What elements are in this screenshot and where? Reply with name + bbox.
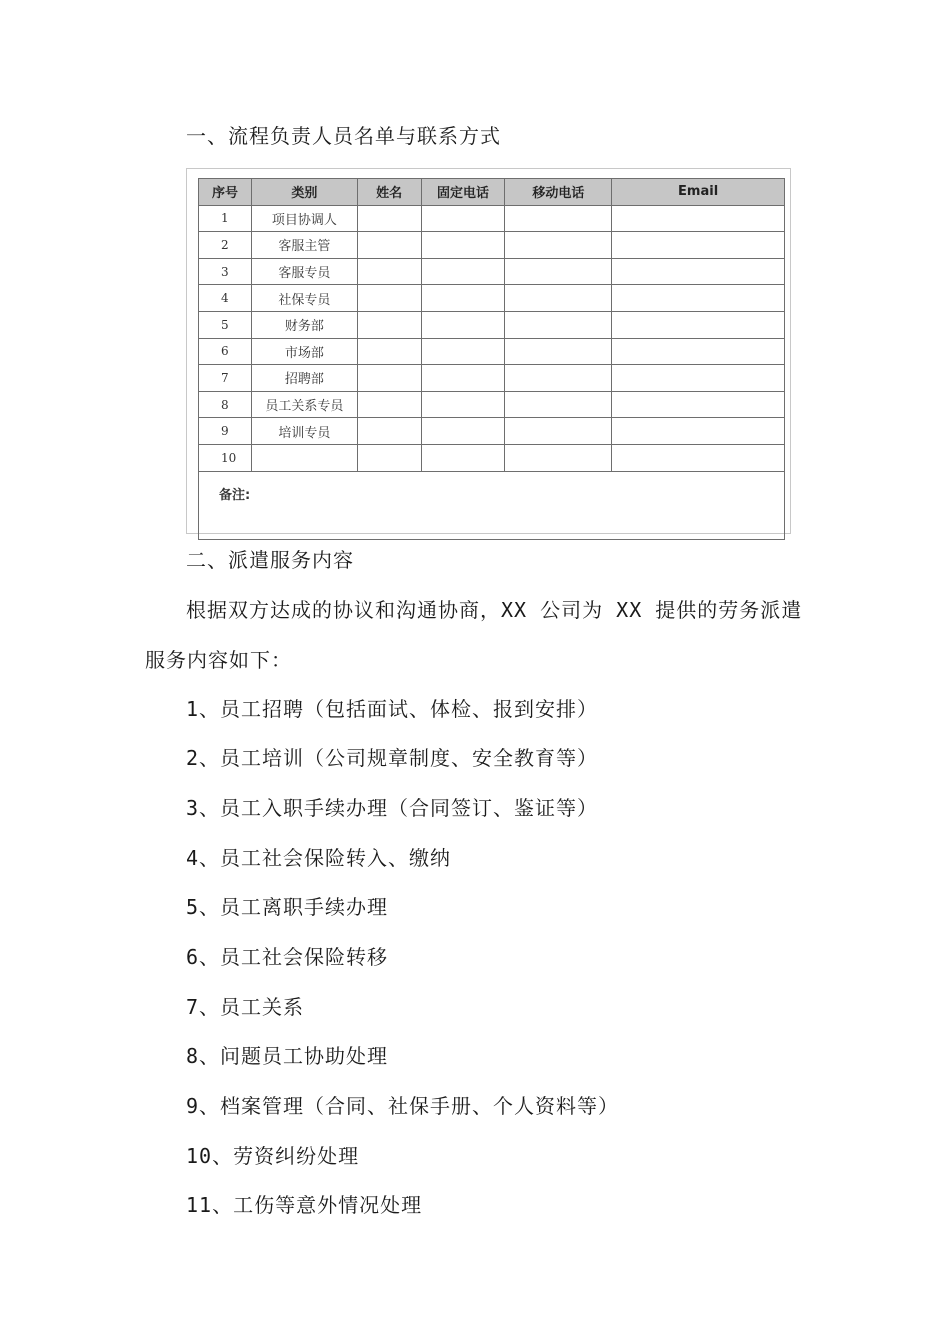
row-name-cell <box>357 365 421 392</box>
row-category: 培训专员 <box>251 418 357 445</box>
header-landline: 固定电话 <box>421 179 505 206</box>
row-name-cell <box>357 418 421 445</box>
row-index: 4 <box>199 285 252 312</box>
header-category: 类别 <box>251 179 357 206</box>
row-name-cell <box>357 444 421 471</box>
row-mobile-cell <box>505 232 612 259</box>
row-name-cell <box>357 338 421 365</box>
row-index: 8 <box>199 391 252 418</box>
contact-table <box>198 178 785 540</box>
row-category: 市场部 <box>251 338 357 365</box>
row-mobile-cell <box>505 444 612 471</box>
row-email-cell <box>612 205 785 232</box>
intro-paragraph-line-2: 服务内容如下： <box>145 648 292 672</box>
row-index: 10 <box>199 444 252 471</box>
row-name-cell <box>357 205 421 232</box>
service-item-5: 5、员工离职手续办理 <box>186 895 389 919</box>
row-email-cell <box>612 418 785 445</box>
table-row <box>199 444 785 471</box>
service-item-11: 11、工伤等意外情况处理 <box>186 1193 423 1217</box>
service-item-8: 8、问题员工协助处理 <box>186 1044 389 1068</box>
row-index: 2 <box>199 232 252 259</box>
header-name: 姓名 <box>357 179 421 206</box>
service-item-10: 10、劳资纠纷处理 <box>186 1144 360 1168</box>
row-landline-cell <box>421 285 505 312</box>
row-category: 客服主管 <box>251 232 357 259</box>
row-index: 7 <box>199 365 252 392</box>
table-row <box>199 258 785 285</box>
row-landline-cell <box>421 311 505 338</box>
row-email-cell <box>612 338 785 365</box>
row-landline-cell <box>421 258 505 285</box>
row-category: 社保专员 <box>251 285 357 312</box>
row-landline-cell <box>421 365 505 392</box>
service-item-6: 6、员工社会保险转移 <box>186 945 389 969</box>
row-landline-cell <box>421 205 505 232</box>
service-item-3: 3、员工入职手续办理（合同签订、鉴证等） <box>186 796 599 820</box>
row-email-cell <box>612 365 785 392</box>
row-category <box>251 444 357 471</box>
header-index: 序号 <box>199 179 252 206</box>
row-mobile-cell <box>505 418 612 445</box>
service-item-7: 7、员工关系 <box>186 995 305 1019</box>
row-category: 招聘部 <box>251 365 357 392</box>
row-name-cell <box>357 285 421 312</box>
table-row <box>199 391 785 418</box>
row-index: 6 <box>199 338 252 365</box>
row-name-cell <box>357 232 421 259</box>
section-2-heading: 二、派遣服务内容 <box>186 548 354 572</box>
intro-paragraph-line-1: 根据双方达成的协议和沟通协商，XX 公司为 XX 提供的劳务派遣 <box>186 598 803 622</box>
row-index: 3 <box>199 258 252 285</box>
service-item-2: 2、员工培训（公司规章制度、安全教育等） <box>186 746 599 770</box>
row-mobile-cell <box>505 285 612 312</box>
row-email-cell <box>612 285 785 312</box>
section-1-heading: 一、流程负责人员名单与联系方式 <box>186 124 501 148</box>
row-index: 1 <box>199 205 252 232</box>
row-mobile-cell <box>505 391 612 418</box>
row-mobile-cell <box>505 365 612 392</box>
row-landline-cell <box>421 338 505 365</box>
row-landline-cell <box>421 444 505 471</box>
table-row <box>199 365 785 392</box>
row-category: 员工关系专员 <box>251 391 357 418</box>
row-index: 5 <box>199 311 252 338</box>
service-item-1: 1、员工招聘（包括面试、体检、报到安排） <box>186 697 599 721</box>
row-landline-cell <box>421 391 505 418</box>
row-category: 财务部 <box>251 311 357 338</box>
row-email-cell <box>612 311 785 338</box>
table-row <box>199 338 785 365</box>
row-mobile-cell <box>505 258 612 285</box>
row-mobile-cell <box>505 311 612 338</box>
row-email-cell <box>612 232 785 259</box>
service-item-9: 9、档案管理（合同、社保手册、个人资料等） <box>186 1094 620 1118</box>
table-note-row <box>199 471 785 539</box>
table-header-row <box>199 179 785 206</box>
row-mobile-cell <box>505 338 612 365</box>
row-name-cell <box>357 258 421 285</box>
row-email-cell <box>612 391 785 418</box>
row-email-cell <box>612 444 785 471</box>
header-email: Email <box>612 179 785 206</box>
table-row <box>199 418 785 445</box>
table-row <box>199 232 785 259</box>
row-landline-cell <box>421 418 505 445</box>
row-landline-cell <box>421 232 505 259</box>
table-row <box>199 285 785 312</box>
row-index: 9 <box>199 418 252 445</box>
note-label: 备注: <box>199 471 785 539</box>
row-category: 客服专员 <box>251 258 357 285</box>
header-mobile: 移动电话 <box>505 179 612 206</box>
row-name-cell <box>357 391 421 418</box>
row-email-cell <box>612 258 785 285</box>
row-category: 项目协调人 <box>251 205 357 232</box>
row-name-cell <box>357 311 421 338</box>
table-row <box>199 205 785 232</box>
table-row <box>199 311 785 338</box>
row-mobile-cell <box>505 205 612 232</box>
service-item-4: 4、员工社会保险转入、缴纳 <box>186 846 452 870</box>
